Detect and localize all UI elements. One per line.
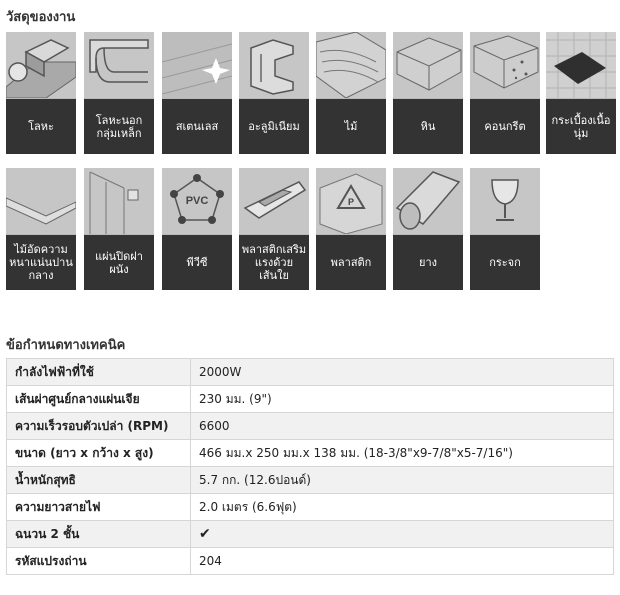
spec-value: 5.7 กก. (12.6ปอนด์): [191, 467, 614, 494]
material-label: พีวีซี: [186, 256, 208, 269]
spec-key: ความเร็วรอบตัวเปล่า (RPM): [7, 413, 191, 440]
table-row: [7, 386, 614, 413]
material-tile-pvc: [162, 168, 232, 290]
material-label: กระจก: [489, 256, 521, 269]
material-tile-plastic: [316, 168, 386, 290]
material-tile-wall-panel: [84, 168, 154, 290]
material-label: โลหะ: [28, 120, 54, 133]
material-label: ยาง: [419, 256, 437, 269]
table-row: [7, 494, 614, 521]
material-tile-wood: [316, 32, 386, 154]
material-label: คอนกรีต: [484, 120, 526, 133]
material-tile-concrete: [470, 32, 540, 154]
checkmark-icon: ✔: [191, 521, 614, 548]
gutter-icon: [84, 32, 154, 98]
material-label: ไม้อัดความหนาแน่นปานกลาง: [9, 243, 73, 282]
spec-key: ขนาด (ยาว x กว้าง x สูง): [7, 440, 191, 467]
material-label: กระเบื้องเนื้อนุ่ม: [551, 113, 611, 140]
spec-value: 2000W: [191, 359, 614, 386]
material-tile-frp: [239, 168, 309, 290]
material-tile-stone: [393, 32, 463, 154]
material-label: ไม้: [344, 120, 358, 133]
spec-key: ฉนวน 2 ชั้น: [7, 521, 191, 548]
boat-icon: [239, 168, 309, 234]
material-tile-nonferrous: [84, 32, 154, 154]
materials-title: วัสดุของงาน: [6, 10, 76, 25]
plastic-recycle-icon: [316, 168, 386, 234]
spec-value: 2.0 เมตร (6.6ฟุต): [191, 494, 614, 521]
material-tile-glass: [470, 168, 540, 290]
specs-table: [6, 358, 614, 575]
material-tile-metal: [6, 32, 76, 154]
concrete-icon: [470, 32, 540, 98]
table-row: [7, 548, 614, 575]
rubber-roll-icon: [393, 168, 463, 234]
table-row: [7, 359, 614, 386]
material-tile-mdf: [6, 168, 76, 290]
glass-icon: [470, 168, 540, 234]
aluminium-profile-icon: [239, 32, 309, 98]
spec-value: 466 มม.x 250 มม.x 138 มม. (18-3/8"x9-7/8"x5-7/16"): [191, 440, 614, 467]
material-label: แผ่นปิดฝาผนัง: [95, 249, 143, 276]
stone-icon: [393, 32, 463, 98]
material-label: อะลูมิเนียม: [248, 120, 300, 133]
spec-value: 6600: [191, 413, 614, 440]
pvc-icon: [162, 168, 232, 234]
material-tile-rubber: [393, 168, 463, 290]
spec-key: เส้นผ่าศูนย์กลางแผ่นเจีย: [7, 386, 191, 413]
spec-key: รหัสแปรงถ่าน: [7, 548, 191, 575]
material-label: พลาสติก: [330, 256, 372, 269]
spec-value: 230 มม. (9"): [191, 386, 614, 413]
table-row: [7, 467, 614, 494]
stainless-icon: [162, 32, 232, 98]
metal-icon: [6, 32, 76, 98]
material-label: หิน: [420, 120, 436, 133]
spec-key: ความยาวสายไฟ: [7, 494, 191, 521]
material-tile-aluminium: [239, 32, 309, 154]
material-tile-soft-tile: [546, 32, 616, 154]
spec-key: น้ำหนักสุทธิ: [7, 467, 191, 494]
wood-icon: [316, 32, 386, 98]
table-row: [7, 521, 614, 548]
recycle-text: P: [347, 197, 355, 207]
table-row: [7, 440, 614, 467]
material-label: โลหะนอกกลุ่มเหล็ก: [95, 113, 143, 140]
material-label: พลาสติกเสริมแรงด้วยเส้นใย: [241, 243, 307, 282]
spec-key: กำลังไฟฟ้าที่ใช้: [7, 359, 191, 386]
wall-panel-icon: [84, 168, 154, 234]
mdf-icon: [6, 168, 76, 234]
pvc-text: PVC: [185, 195, 209, 207]
spec-value: 204: [191, 548, 614, 575]
material-tile-stainless: [162, 32, 232, 154]
table-row: [7, 413, 614, 440]
specs-title: ข้อกำหนดทางเทคนิค: [6, 338, 126, 353]
material-label: สเตนเลส: [175, 120, 219, 133]
tile-icon: [546, 32, 616, 98]
